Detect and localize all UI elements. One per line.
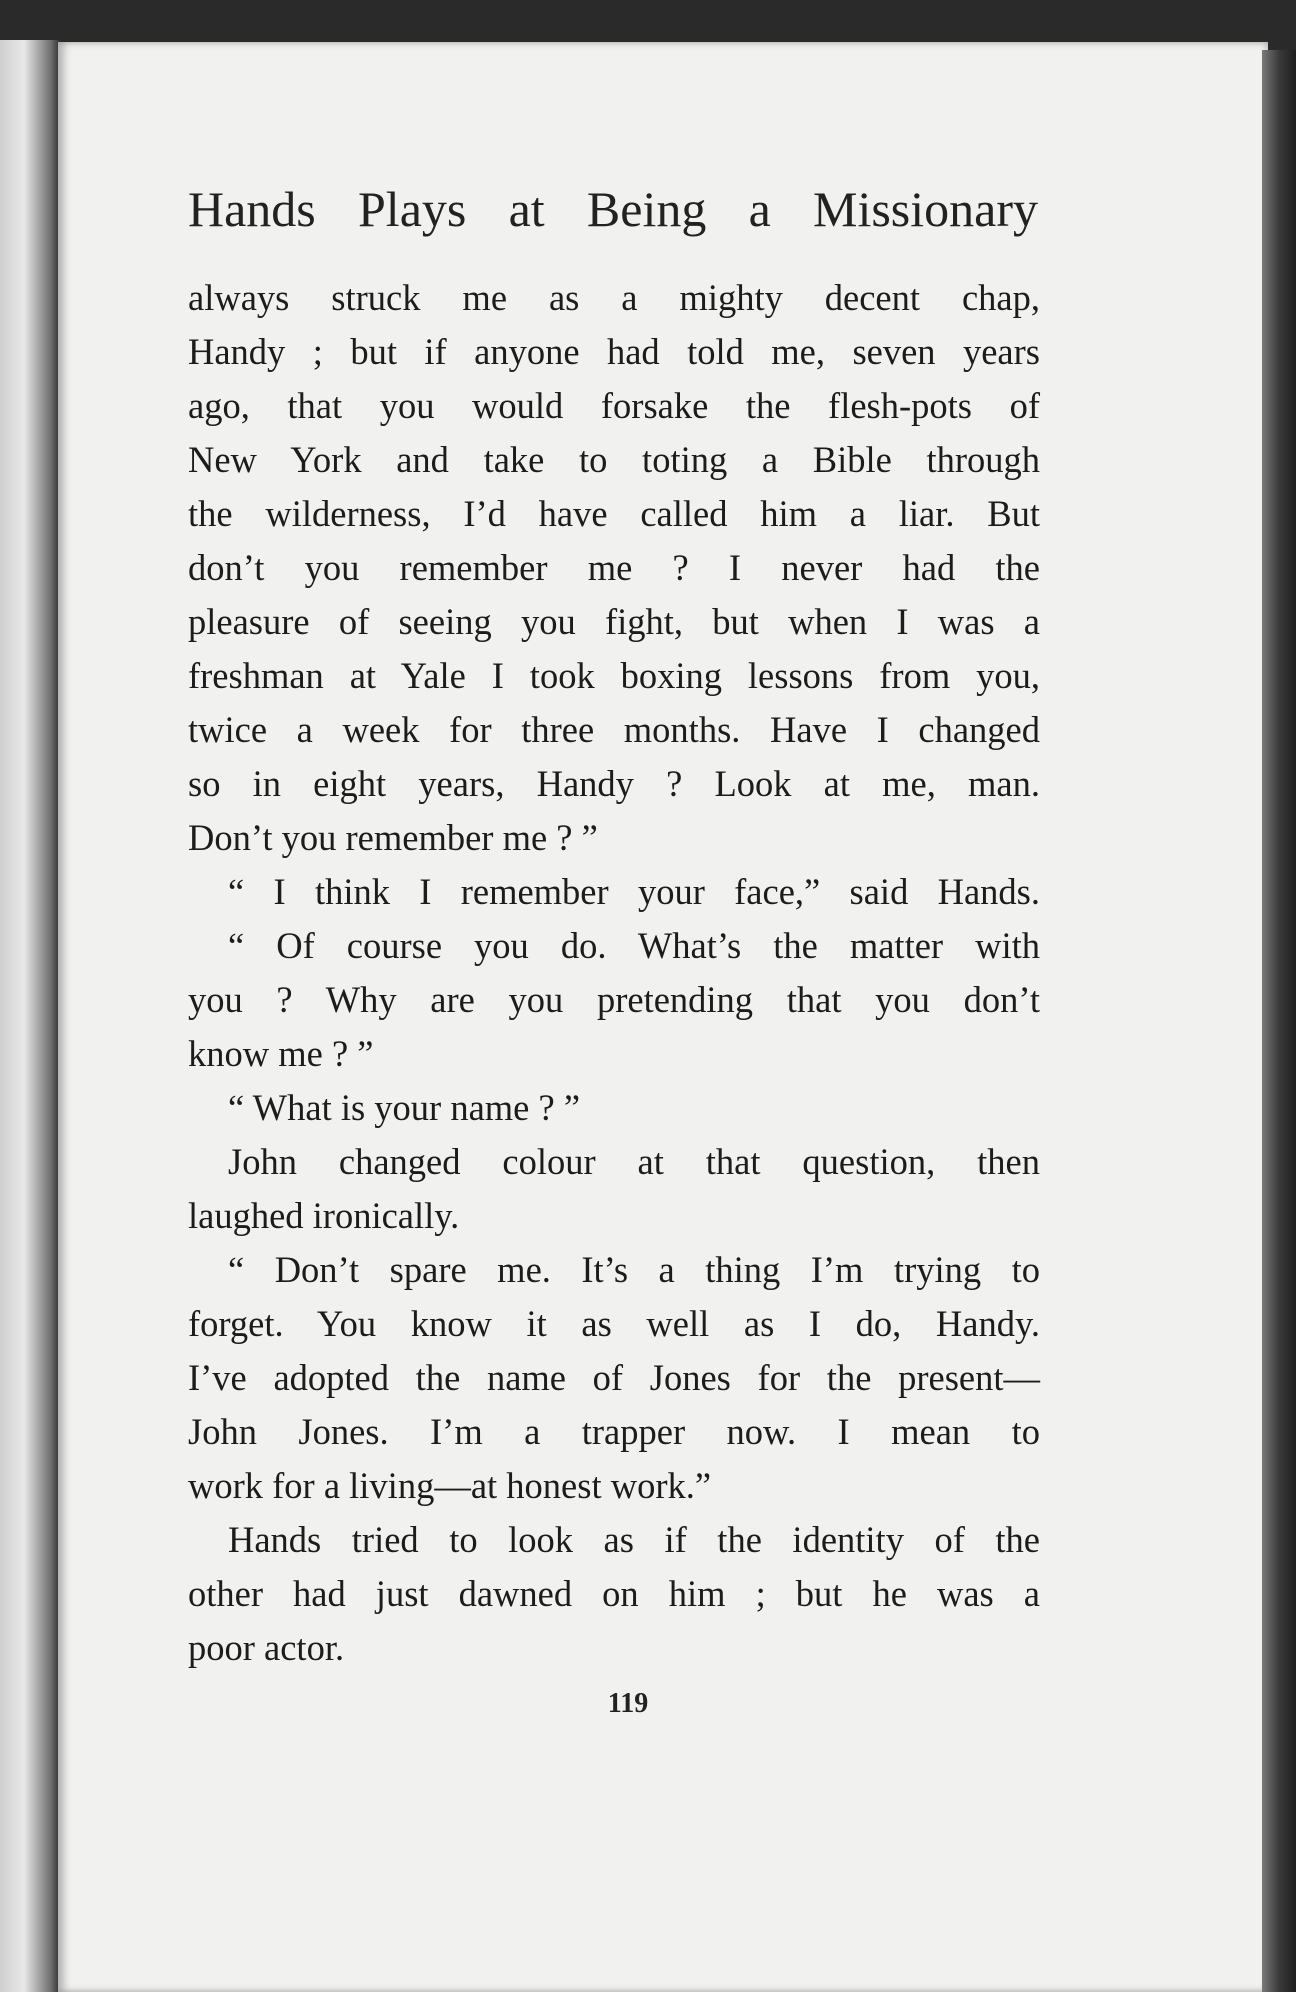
- text-line: know me ? ”: [188, 1033, 374, 1074]
- text-line: other had just dawned on him ; but he was a: [188, 1573, 1040, 1614]
- text-line: “ Of course you do. What’s the matter with: [228, 925, 1040, 966]
- right-page-edge: [1262, 50, 1296, 1992]
- text-line: New York and take to toting a Bible through: [188, 439, 1040, 480]
- text-line: “ Don’t spare me. It’s a thing I’m trying to: [228, 1249, 1040, 1290]
- text-line: forget. You know it as well as I do, Handy.: [188, 1303, 1040, 1344]
- text-line: twice a week for three months. Have I changed: [188, 709, 1040, 750]
- text-line: you ? Why are you pretending that you don’t: [188, 979, 1040, 1020]
- text-line: don’t you remember me ? I never had the: [188, 547, 1040, 588]
- left-page-edge: [0, 40, 60, 1992]
- text-line: Don’t you remember me ? ”: [188, 817, 598, 858]
- text-line: John Jones. I’m a trapper now. I mean to: [188, 1411, 1040, 1452]
- page-number: 119: [607, 1688, 649, 1719]
- text-line: the wilderness, I’d have called him a liar. But: [188, 493, 1040, 534]
- text-line: so in eight years, Handy ? Look at me, man.: [188, 763, 1040, 804]
- text-line: poor actor.: [188, 1627, 345, 1668]
- text-line: Hands tried to look as if the identity of the: [228, 1519, 1040, 1560]
- text-line: pleasure of seeing you fight, but when I was a: [188, 601, 1040, 642]
- text-line: “ I think I remember your face,” said Hands.: [228, 871, 1040, 912]
- text-line: Handy ; but if anyone had told me, seven years: [188, 331, 1040, 372]
- text-line: John changed colour at that question, then: [228, 1141, 1040, 1182]
- text-line: I’ve adopted the name of Jones for the present—: [188, 1357, 1040, 1398]
- text-line: laughed ironically.: [188, 1195, 460, 1236]
- running-head: Hands Plays at Being a Missionary: [188, 181, 1038, 237]
- text-line: freshman at Yale I took boxing lessons from you,: [188, 655, 1040, 696]
- text-line: “ What is your name ? ”: [228, 1087, 581, 1128]
- text-line: work for a living—at honest work.”: [188, 1465, 712, 1506]
- text-line: always struck me as a mighty decent chap,: [188, 277, 1040, 318]
- text-line: ago, that you would forsake the flesh-pots of: [188, 385, 1040, 426]
